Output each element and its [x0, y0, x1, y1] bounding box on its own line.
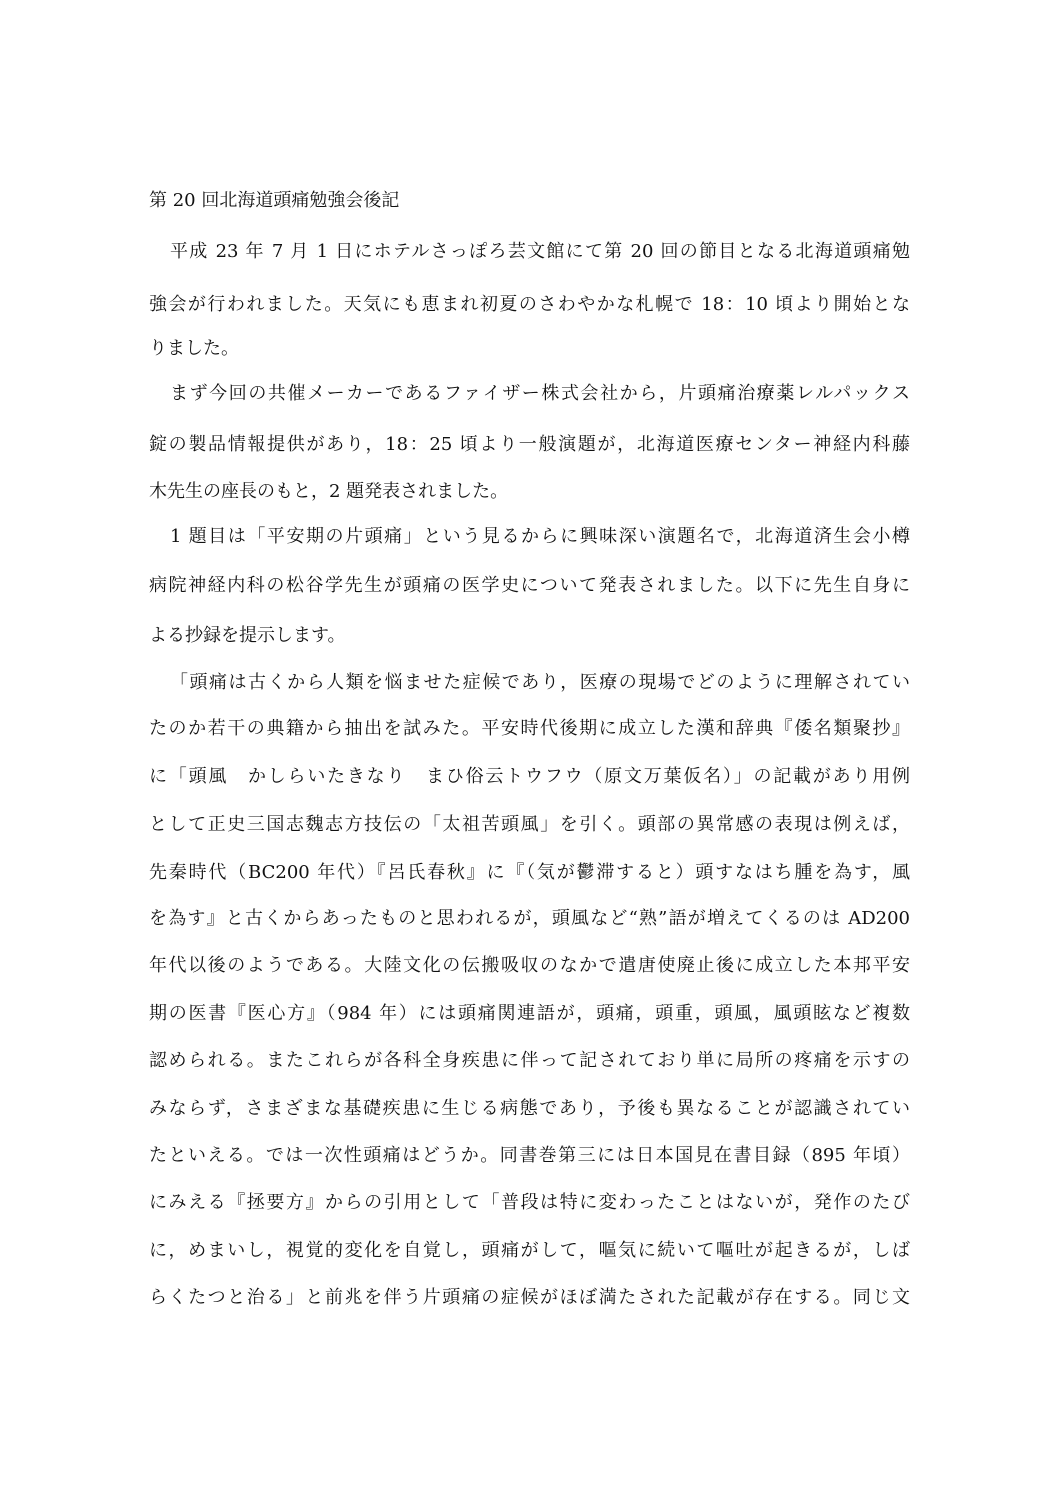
paragraph-line: にみえる『拯要方』からの引用として「普段は特に変わったことはないが，発作のたび: [149, 1192, 910, 1213]
paragraph-line: まず今回の共催メーカーであるファイザー株式会社から，片頭痛治療薬レルパックス: [170, 383, 910, 404]
paragraph-line: よる抄録を提示します。: [149, 625, 346, 646]
paragraph-line: 1 題目は「平安期の片頭痛」という見るからに興味深い演題名で，北海道済生会小樽: [170, 526, 910, 547]
paragraph-line: 病院神経内科の松谷学先生が頭痛の医学史について発表されました。以下に先生自身に: [149, 575, 910, 596]
document-title: 第 20 回北海道頭痛勉強会後記: [149, 190, 400, 211]
paragraph-line: 「頭痛は古くから人類を悩ませた症候であり，医療の現場でどのように理解されてい: [170, 672, 910, 693]
paragraph-line: りました。: [149, 338, 239, 359]
paragraph-line: らくたつと治る」と前兆を伴う片頭痛の症候がほぼ満たされた記載が存在する。同じ文: [149, 1287, 910, 1308]
paragraph-line: として正史三国志魏志方技伝の「太祖苦頭風」を引く。頭部の異常感の表現は例えば，: [149, 814, 910, 835]
paragraph-line: 認められる。またこれらが各科全身疾患に伴って記されており単に局所の疼痛を示すの: [149, 1050, 910, 1071]
paragraph-line: たといえる。では一次性頭痛はどうか。同書巻第三には日本国見在書目録（895 年頃）: [149, 1145, 910, 1166]
paragraph-line: たのか若干の典籍から抽出を試みた。平安時代後期に成立した漢和辞典『倭名類聚抄』: [149, 718, 910, 739]
paragraph-line: に，めまいし，視覚的変化を自覚し，頭痛がして，嘔気に続いて嘔吐が起きるが，しば: [149, 1240, 910, 1261]
paragraph-line: を為す』と古くからあったものと思われるが，頭風など“熟”語が増えてくるのは AD200: [149, 908, 910, 929]
paragraph-line: 錠の製品情報提供があり，18：25 頃より一般演題が，北海道医療センター神経内科藤: [149, 434, 910, 455]
paragraph-line: 先秦時代（BC200 年代）『呂氏春秋』に『（気が鬱滞すると）頭すなはち腫を為す，風: [149, 862, 910, 883]
paragraph-line: 平成 23 年 7 月 1 日にホテルさっぽろ芸文館にて第 20 回の節目となる北海道頭痛勉: [170, 241, 910, 262]
paragraph-line: みならず，さまざまな基礎疾患に生じる病態であり，予後も異なることが認識されてい: [149, 1098, 910, 1119]
paragraph-line: に「頭風 かしらいたきなり まひ俗云トウフウ（原文万葉仮名）」の記載があり用例: [149, 766, 910, 787]
paragraph-line: 年代以後のようである。大陸文化の伝搬吸収のなかで遣唐使廃止後に成立した本邦平安: [149, 955, 910, 976]
paragraph-line: 強会が行われました。天気にも恵まれ初夏のさわやかな札幌で 18：10 頃より開始とな: [149, 294, 910, 315]
paragraph-line: 木先生の座長のもと，2 題発表されました。: [149, 481, 509, 502]
paragraph-line: 期の医書『医心方』（984 年）には頭痛関連語が，頭痛，頭重，頭風，風頭眩など複数: [149, 1003, 910, 1024]
